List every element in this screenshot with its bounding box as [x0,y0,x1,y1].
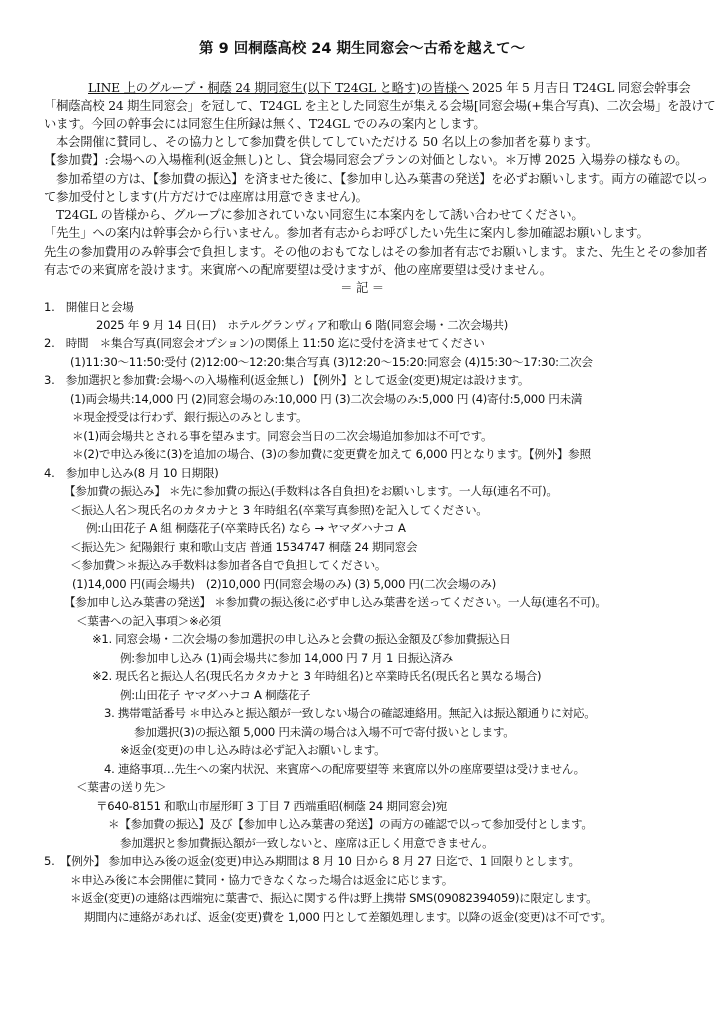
section-4-line-18: 〒640-8151 和歌山市屋形町 3 丁目 7 西端重昭(桐蔭 24 期同窓会)宛 [96,799,448,813]
section-4-line-7: 【参加申し込み葉書の発送】 ＊参加費の振込後に必ず申し込み葉書を送ってください。一人毎(連名不可)。 [64,595,607,609]
intro-paragraph-3: 【参加費】:会場への入場権利(返金無し)とし、貸会場同窓会プランの対価としない。＊万博 2025 入場券の様なもの。 [44,153,688,167]
section-4-line-16: 4. 連絡事項…先生への案内状況、来賓席への配席要望等 来賓席以外の座席要望は受けません。 [104,762,585,776]
section-4-line-2: ＜振込人名＞現氏名のカタカナと 3 年時組名(卒業写真参照)を記入してください。 [70,503,488,517]
section-3-line-1: (1)両会場共:14,000 円 (2)同窓会場のみ:10,000 円 (3)二次会場のみ:5,000 円 (4)寄付:5,000 円未満 [70,392,583,406]
section-3-line-3: ＊(1)両会場共とされる事を望みます。同窓会当日の二次会場追加参加は不可です。 [72,429,493,443]
section-4-line-10: 例:参加申し込み (1)両会場共に参加 14,000 円 7 月 1 日振込済み [120,651,453,665]
section-4-line-6: (1)14,000 円(両会場共) (2)10,000 円(同窓会場のみ) (3) 5,000 円(二次会場のみ) [72,577,496,591]
intro-paragraph-7a: 先生の参加費用のみ幹事会で負担します。その他のおもてなしはその参加者有志でお願いします。また、先生とその参加者 [44,245,708,259]
section-5-heading: 5. 【例外】 参加申込み後の返金(変更)申込み期間は 8 月 10 日から 8 月 27 日迄で、1 回限りとします。 [44,854,580,868]
section-4-line-1: 【参加費の振込み】 ＊先に参加費の振込(手数料は各自負担)をお願いします。一人毎(連名不可)。 [64,484,558,498]
section-4-line-20: 参加選択と参加費振込額が一致しないと、座席は正しく用意できません。 [120,836,494,850]
intro-paragraph-4b: て参加受付とします(片方だけでは座席は用意できません)。 [44,190,368,204]
ki-heading: ＝ 記 ＝ [340,281,384,295]
section-2-line-1: (1)11:30～11:50:受付 (2)12:00～12:20:集合写真 (3)12:20～15:20:同窓会 (4)15:30～17:30:二次会 [70,355,593,369]
section-3-line-4: ＊(2)で申込み後に(3)を追加の場合、(3)の参加費に変更費を加えて 6,000 円となります。【例外】参照 [72,447,591,461]
section-4-line-5: ＜参加費＞＊振込み手数料は参加者各自で負担してください。 [70,558,387,572]
intro-paragraph-7b: 有志での来賓席を設けます。来賓席への配席要望は受けますが、他の座席要望は受けません。 [44,263,552,277]
section-4-line-12: 例:山田花子 ヤマダハナコ A 桐蔭花子 [120,688,311,702]
section-4-line-4: ＜振込先＞ 紀陽銀行 東和歌山支店 普通 1534747 桐蔭 24 期同窓会 [70,540,418,554]
date-sender: 2025 年 5 月吉日 T24GL 同窓会幹事会 [472,81,691,95]
section-5-line-2: ＊返金(変更)の連絡は西端宛に葉書で、振込に関する件は野上携帯 SMS(09082394059)に限定します。 [70,891,598,905]
intro-paragraph-4a: 参加希望の方は、【参加費の振込】を済ませた後に、【参加申し込み葉書の発送】を必ずお願いします。両方の確認で以っ [56,172,709,186]
section-4-line-19: ＊【参加費の振込】及び【参加申し込み葉書の発送】の両方の確認で以って参加受付とします。 [108,817,593,831]
section-4-line-8: ＜葉書への記入事項＞※必須 [76,614,221,628]
section-5-line-3: 期間内に連絡があれば、返金(変更)費を 1,000 円として差額処理します。以降の返金(変更)は不可です。 [84,910,612,924]
addressee: LINE 上のグループ・桐蔭 24 期同窓生(以下 T24GL と略す)の皆様へ [88,81,469,95]
section-3-heading: 3. 参加選択と参加費:会場への入場権利(返金無し) 【例外】として返金(変更)規定は設けます。 [44,373,530,387]
section-4-line-11: ※2. 現氏名と振込人名(現氏名カタカナと 3 年時組名)と卒業時氏名(現氏名と異なる場合) [92,669,542,683]
section-4-line-17: ＜葉書の送り先＞ [76,780,167,794]
section-4-line-14: 参加選択(3)の振込額 5,000 円未満の場合は入場不可で寄付扱いとします。 [134,725,515,739]
section-1-line-1: 2025 年 9 月 14 日(日) ホテルグランヴィア和歌山 6 階(同窓会場・二次会場共) [96,318,508,332]
section-5-line-1: ＊申込み後に本会開催に賛同・協力できなくなった場合は返金に応じます。 [70,873,454,887]
section-4-line-15: ※返金(変更)の申し込み時は必ず記入お願いします。 [120,743,386,757]
intro-paragraph-2: 本会開催に賛同し、その協力として参加費を供してしていただける 50 名以上の参加者を募ります。 [56,135,598,149]
intro-paragraph-1a: 「桐蔭高校 24 期生同窓会」を冠して、T24GL を主とした同窓生が集える会場[同窓会場(+集合写真)、二次会場」を設けて [44,99,716,113]
section-2-heading: 2. 時間 ＊集合写真(同窓会オプション)の関係上 11:50 迄に受付を済ませてください [44,336,485,350]
section-3-line-2: ＊現金授受は行わず、銀行振込のみとします。 [72,410,308,424]
page-title: 第 9 回桐蔭高校 24 期生同窓会～古希を越えて～ [199,41,525,57]
intro-paragraph-5: T24GL の皆様から、グループに参加されていない同窓生に本案内をして誘い合わせてください。 [56,208,584,222]
intro-paragraph-1b: います。今回の幹事会には同窓生住所録は無く、T24GL でのみの案内とします。 [44,117,486,131]
section-4-line-3: 例:山田花子 A 組 桐蔭花子(卒業時氏名) なら → ヤマダハナコ A [86,521,406,535]
section-1-heading: 1. 開催日と会場 [44,300,134,314]
section-4-line-9: ※1. 同窓会場・二次会場の参加選択の申し込みと会費の振込金額及び参加費振込日 [92,632,511,646]
section-4-line-13: 3. 携帯電話番号 ＊申込みと振込額が一致しない場合の確認連絡用。無記入は振込額通りに対応。 [104,706,596,720]
section-4-heading: 4. 参加申し込み(8 月 10 日期限) [44,466,219,480]
intro-paragraph-6: 「先生」への案内は幹事会から行いません。参加者有志からお呼びしたい先生に案内し参加確認お願いします。 [44,226,649,240]
